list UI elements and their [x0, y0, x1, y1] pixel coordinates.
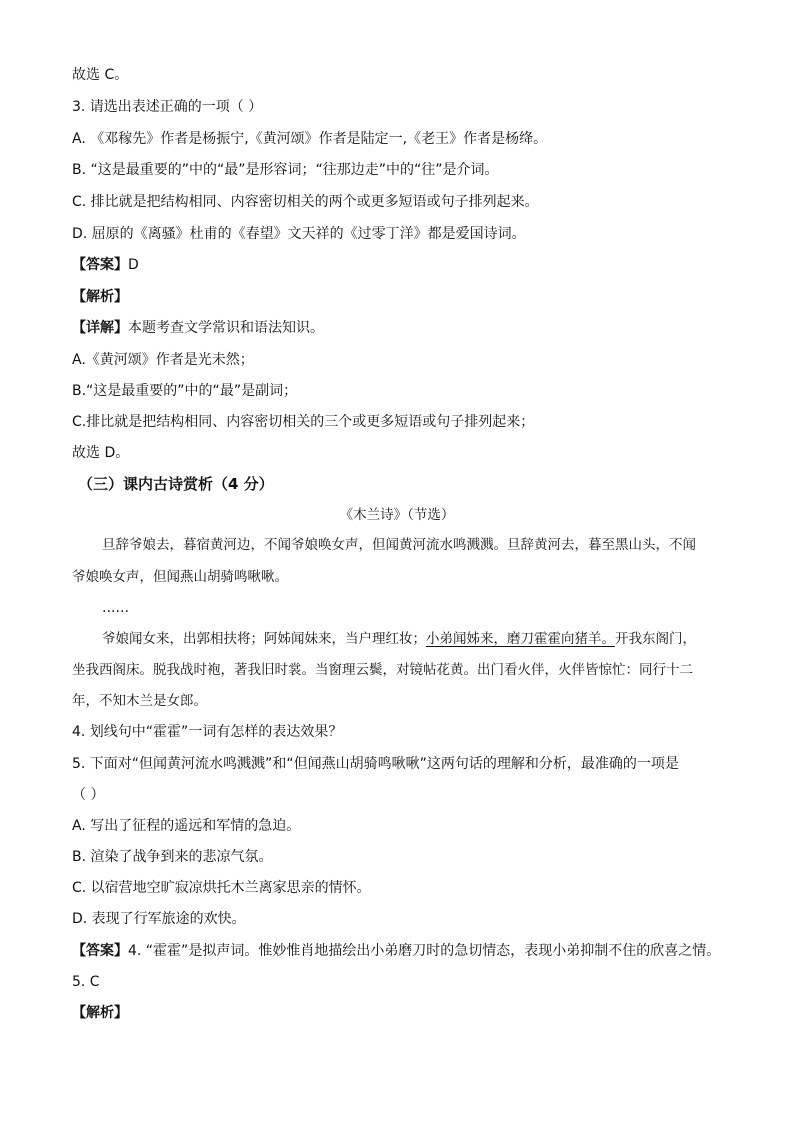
q3-option-d: D. 屈原的《离骚》杜甫的《春望》文天祥的《过零丁洋》都是爱国诗词。 — [72, 226, 526, 242]
detail-text: 本题考查文学常识和语法知识。 — [128, 320, 324, 336]
detail-tag: 【详解】 — [72, 320, 128, 336]
conclusion-d: 故选 D。 — [72, 445, 130, 461]
detail-a: A.《黄河颂》作者是光未然； — [72, 352, 254, 368]
line-conclusion-c: 故选 C。 — [72, 67, 129, 83]
answer-5: 5. C — [72, 974, 100, 990]
poem-line-2b: 坐我西阁床。脱我战时袍，著我旧时裳。当窗理云鬓，对镜帖花黄。出门看火伴，火伴皆惊忙：同行十二 — [72, 662, 693, 678]
question-4: 4. 划线句中“霍霍”一词有怎样的表达效果？ — [72, 724, 343, 740]
poem-title: 《木兰诗》（节选） — [339, 507, 455, 523]
poem-2a-post: 开我东阁门， — [615, 631, 696, 647]
analysis-tag-2: 【解析】 — [72, 1005, 128, 1021]
q5-option-d: D. 表现了行军旅途的欢快。 — [72, 911, 246, 927]
q5-option-c: C. 以宿营地空旷寂凉烘托木兰离家思亲的情怀。 — [72, 880, 371, 896]
answer-2-text: 4. “霍霍”是拟声词。惟妙惟肖地描绘出小弟磨刀时的急切情态，表现小弟抑制不住的欣喜之情。 — [128, 943, 721, 959]
detail-b: B.“这是最重要的”中的“最”是副词； — [72, 383, 298, 399]
question-5-paren: （ ） — [72, 787, 105, 803]
question-5: 5. 下面对“但闻黄河流水鸣溅溅”和“但闻燕山胡骑鸣啾啾”这两句话的理解和分析，最准确的一项是 — [72, 756, 679, 772]
q3-option-b: B. “这是最重要的”中的“最”是形容词；“往那边走”中的“往”是介词。 — [72, 162, 499, 178]
q3-option-c: C. 排比就是把结构相同、内容密切相关的两个或更多短语或句子排列起来。 — [72, 194, 539, 210]
detail-c: C.排比就是把结构相同、内容密切相关的三个或更多短语或句子排列起来； — [72, 414, 535, 430]
poem-line-2a — [102, 629, 696, 649]
poem-ellipsis: …… — [102, 600, 129, 616]
question-3: 3. 请选出表述正确的一项（ ） — [72, 99, 263, 115]
answer-2-tag: 【答案】 — [72, 943, 128, 959]
q5-option-b: B. 渲染了战争到来的悲凉气氛。 — [72, 849, 273, 865]
q5-option-a: A. 写出了征程的遥远和军情的急迫。 — [72, 818, 301, 834]
analysis-tag: 【解析】 — [72, 289, 128, 305]
answer-value: D — [128, 257, 139, 273]
poem-underlined-line: 小弟闻姊来，磨刀霍霍向猪羊。 — [426, 631, 615, 647]
poem-line-2c: 年，不知木兰是女郎。 — [72, 693, 207, 709]
detail-line — [72, 318, 324, 338]
section-heading: （三）课内古诗赏析（4 分） — [78, 475, 274, 493]
q3-option-a: A. 《邓稼先》作者是杨振宁,《黄河颂》作者是陆定一,《老王》作者是杨绛。 — [72, 131, 548, 147]
poem-2a-pre: 爷娘闻女来，出郭相扶将；阿姊闻妹来，当户理红妆； — [102, 631, 426, 647]
poem-line-1b: 爷娘唤女声，但闻燕山胡骑鸣啾啾。 — [72, 569, 288, 585]
answer-line — [72, 255, 139, 275]
answer-tag: 【答案】 — [72, 257, 128, 273]
answer-2-line — [72, 941, 720, 961]
poem-line-1a: 旦辞爷娘去，暮宿黄河边，不闻爷娘唤女声，但闻黄河流水鸣溅溅。旦辞黄河去，暮至黑山头，不闻 — [102, 537, 696, 553]
